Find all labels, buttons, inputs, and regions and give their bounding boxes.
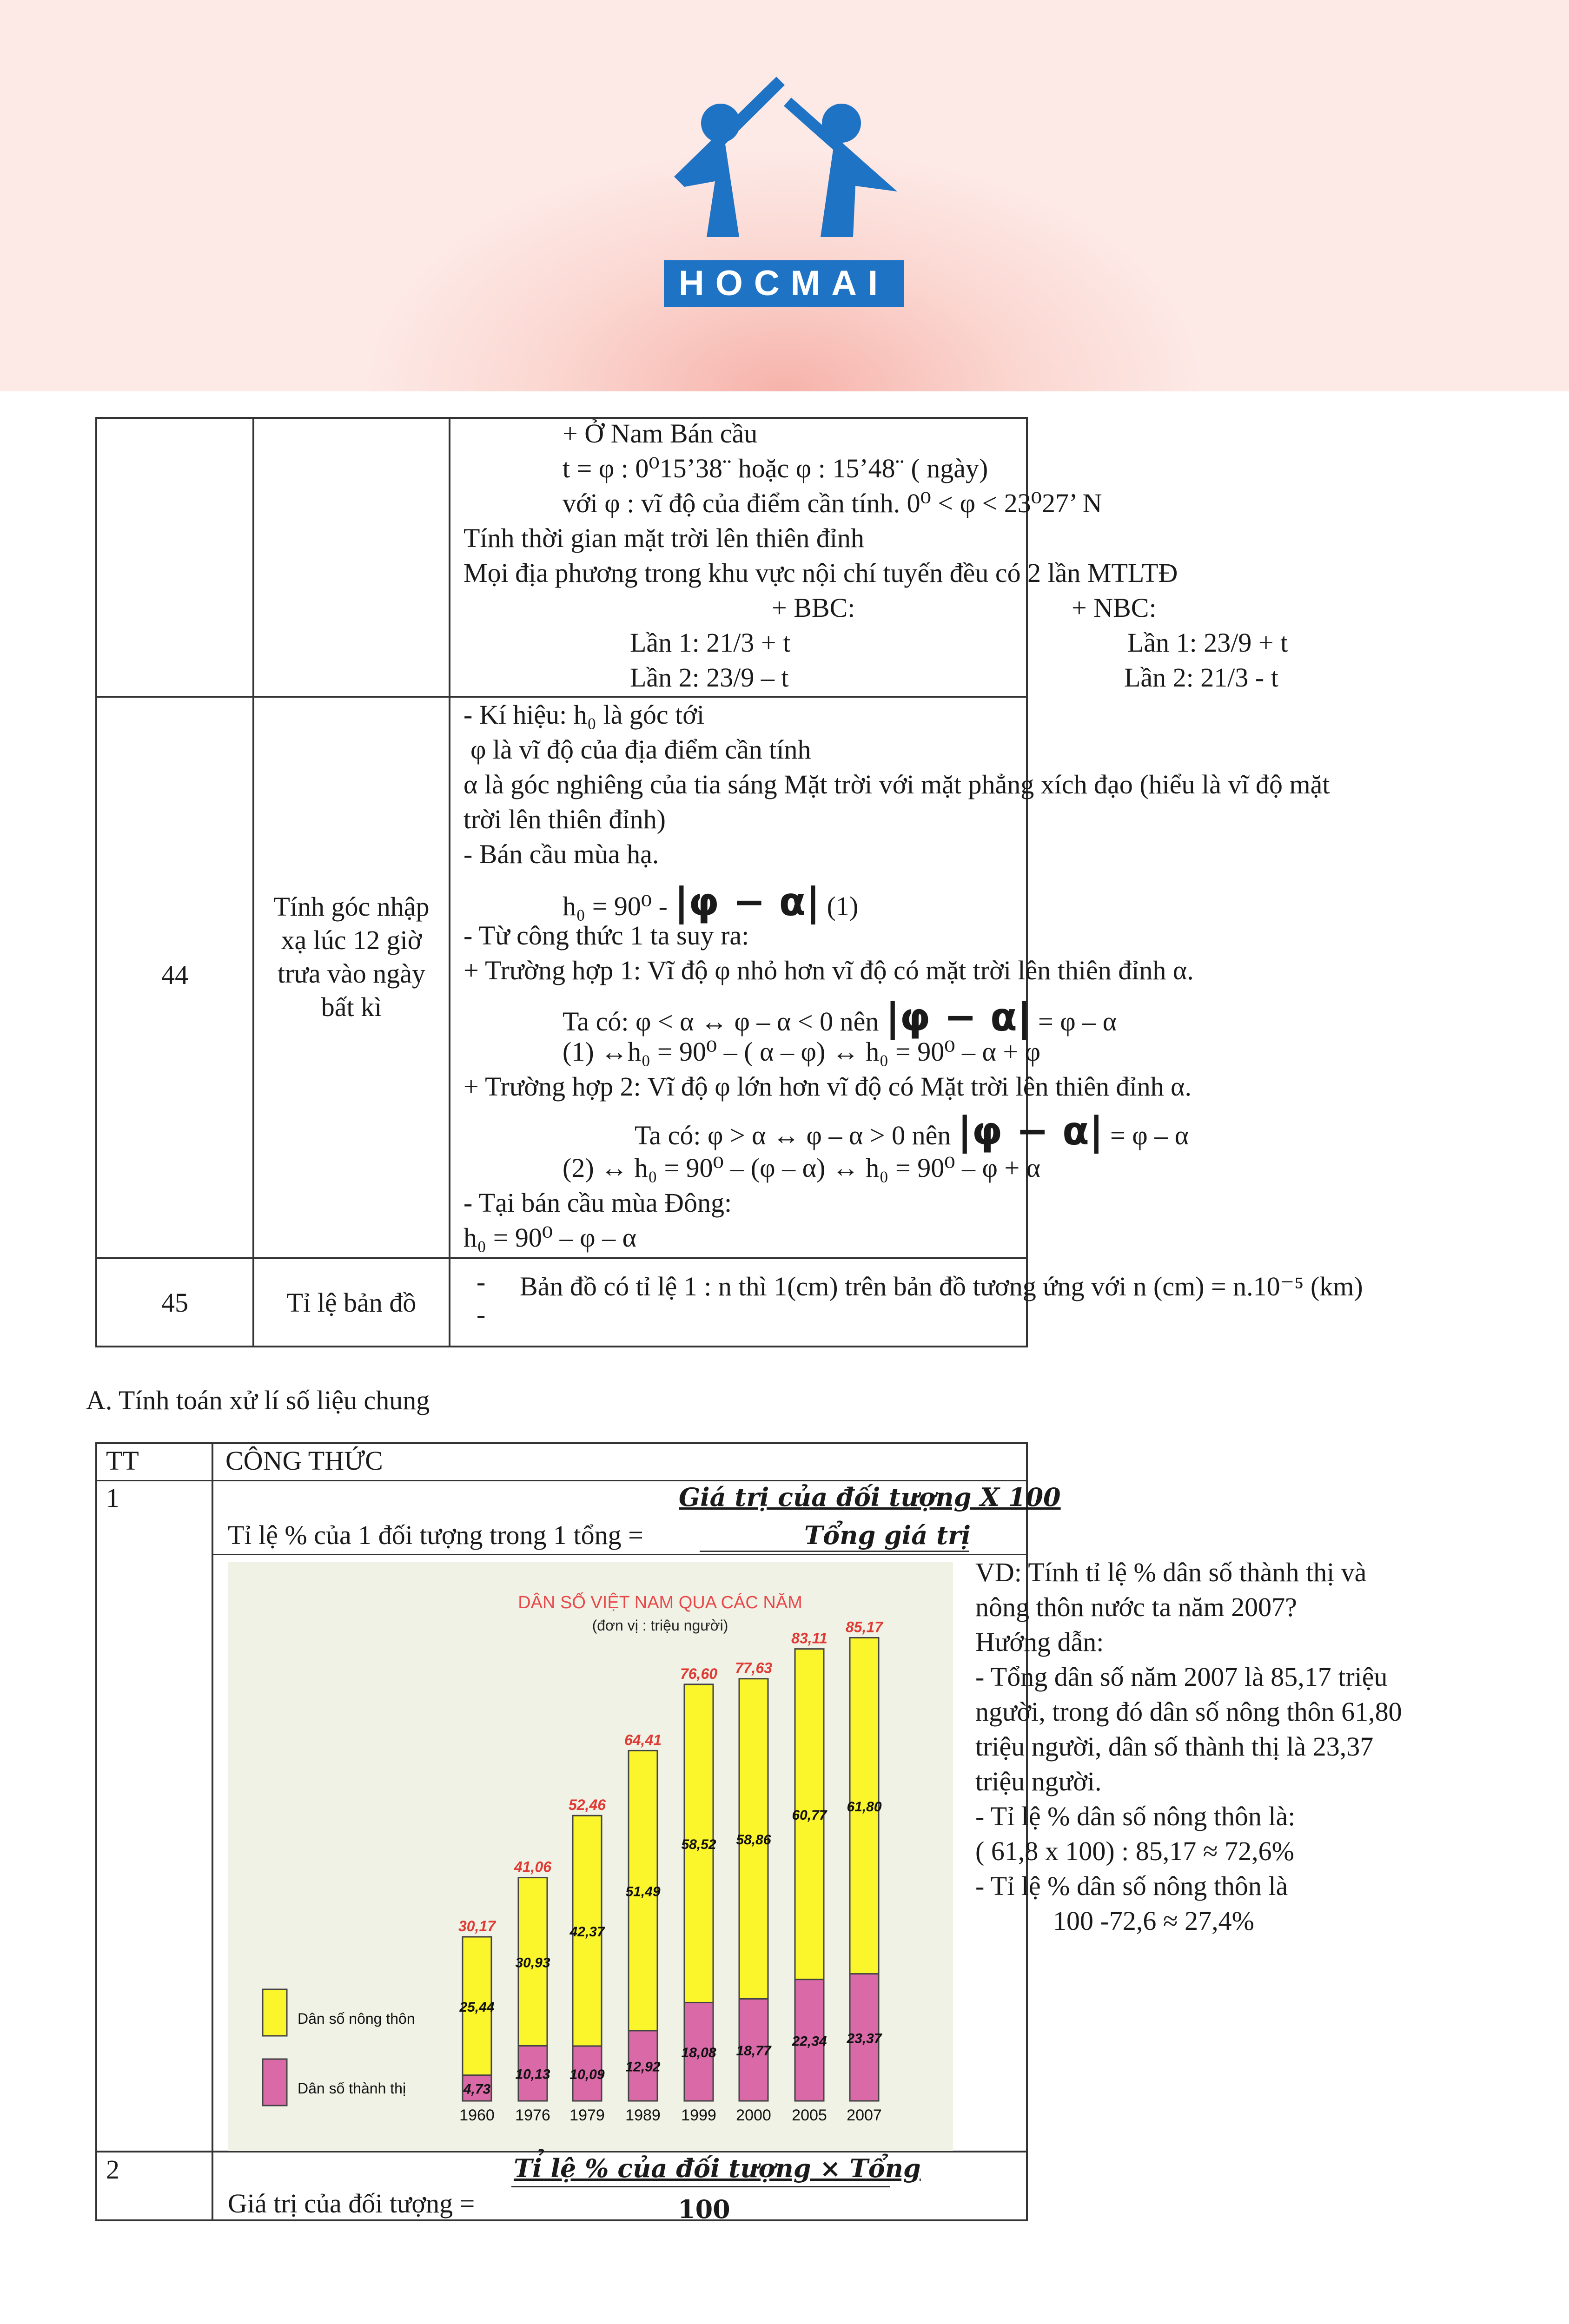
row1-numerator — [679, 1482, 1061, 1512]
row1-fraction-bar — [700, 1551, 969, 1552]
row44-line8: + Trường hợp 1: Vĩ độ φ nhỏ hơn vĩ độ có mặt trời lên thiên đỉnh α. — [463, 955, 1194, 985]
urban-value-label: 10,09 — [569, 2067, 605, 2082]
row1-numerator-text: Giá trị của đối tượng X 100 — [679, 1482, 1061, 1512]
col-header-tt: TT — [106, 1446, 139, 1476]
population-chart-svg — [228, 1562, 953, 2151]
row45-title: Tỉ lệ bản đồ — [286, 1287, 417, 1318]
rural-value-label: 30,93 — [515, 1955, 550, 1971]
row44-formula1-lhs: h₀ = 90⁰ - — [563, 891, 668, 921]
total-label: 64,41 — [624, 1731, 662, 1749]
abs-phi-alpha-2: |φ − α| — [885, 994, 1032, 1040]
legend-rural-swatch — [263, 1989, 287, 2036]
urban-value-label: 23,37 — [847, 2031, 882, 2047]
col-header-formula: CÔNG THỨC — [225, 1446, 383, 1476]
rural-value-label: 58,86 — [736, 1832, 771, 1848]
urban-value-label: 18,08 — [681, 2045, 716, 2061]
row44-line2: φ là vĩ độ của địa điểm cần tính — [470, 734, 811, 765]
row44-number: 44 — [161, 960, 188, 990]
population-chart — [228, 1562, 953, 2151]
row1-label: Tỉ lệ % của 1 đối tượng trong 1 tổng = — [228, 1520, 643, 1550]
rural-value-label: 61,80 — [847, 1799, 882, 1815]
legend-urban-label: Dân số thành thị — [298, 2080, 406, 2097]
row1-number: 1 — [106, 1483, 119, 1513]
row44-line9-text: Ta có: φ < α ↔ φ – α < 0 nên — [563, 1006, 879, 1037]
row43-bbc-lan1: Lần 1: 21/3 + t — [630, 627, 791, 658]
rural-value-label: 25,44 — [459, 1999, 495, 2015]
row2-number: 2 — [106, 2154, 119, 2185]
x-tick-label: 2007 — [847, 2106, 882, 2124]
example-line: 100 -72,6 ≈ 27,4% — [1053, 1906, 1254, 1936]
row44-title: Tính góc nhập xạ lúc 12 giờ trưa vào ngày bất kì — [273, 891, 430, 1022]
x-tick-label: 2000 — [736, 2106, 771, 2124]
row44-line1: - Kí hiệu: h₀ là góc tới — [463, 700, 705, 730]
urban-value-label: 10,13 — [515, 2067, 550, 2082]
section-title: A. Tính toán xử lí số liệu chung — [86, 1385, 430, 1415]
row44-line12-text: Ta có: φ > α ↔ φ – α > 0 nên — [635, 1120, 951, 1150]
row44-line10: (1) ↔h₀ = 90⁰ – ( α – φ) ↔ h₀ = 90⁰ – α + φ — [563, 1037, 1041, 1067]
row44-formula1 — [563, 879, 859, 924]
row44-line11: + Trường hợp 2: Vĩ độ φ lớn hơn vĩ độ có Mặt trời lên thiên đỉnh α. — [463, 1071, 1192, 1102]
row43-line3: với φ : vĩ độ của điểm cần tính. 0⁰ < φ < 23⁰27’ N — [563, 488, 1102, 518]
example-line: VD: Tính tỉ lệ % dân số thành thị và — [975, 1557, 1367, 1587]
row45-dash2: - — [477, 1299, 486, 1329]
rural-value-label: 58,52 — [681, 1837, 716, 1853]
row43-bbc-lan2: Lần 2: 23/9 – t — [630, 662, 789, 693]
row44-line4: trời lên thiên đỉnh) — [463, 804, 666, 834]
x-tick-label: 1989 — [625, 2106, 661, 2124]
example-line: - Tỉ lệ % dân số nông thôn là — [975, 1871, 1288, 1901]
rural-value-label: 51,49 — [625, 1884, 661, 1900]
row43-nbc-lan2: Lần 2: 21/3 - t — [1124, 662, 1278, 693]
example-line: nông thôn nước ta năm 2007? — [975, 1592, 1297, 1622]
total-label: 83,11 — [791, 1630, 828, 1647]
legend-rural-label: Dân số nông thôn — [298, 2010, 415, 2027]
x-tick-label: 2005 — [792, 2106, 827, 2124]
total-label: 85,17 — [845, 1618, 883, 1636]
example-line: ( 61,8 x 100) : 85,17 ≈ 72,6% — [975, 1836, 1294, 1866]
total-label: 30,17 — [458, 1918, 496, 1935]
row44-line7: - Từ công thức 1 ta suy ra: — [463, 920, 749, 951]
row43-line4: Tính thời gian mặt trời lên thiên đỉnh — [463, 523, 864, 553]
row43-bbc: + BBC: — [772, 593, 855, 623]
example-line: Hướng dẫn: — [975, 1627, 1104, 1657]
rural-value-label: 60,77 — [792, 1808, 827, 1823]
row44-line5: - Bán cầu mùa hạ. — [463, 839, 659, 869]
x-tick-label: 1976 — [515, 2106, 550, 2124]
row43-nbc: + NBC: — [1072, 593, 1157, 623]
row45-text: Bản đồ có tỉ lệ 1 : n thì 1(cm) trên bản đồ tương ứng với n (cm) = n.10⁻⁵ (km) — [520, 1271, 1363, 1301]
urban-value-label: 12,92 — [625, 2059, 661, 2075]
example-line: - Tỉ lệ % dân số nông thôn là: — [975, 1801, 1296, 1831]
row43-nbc-lan1: Lần 1: 23/9 + t — [1127, 627, 1288, 658]
row44-line15: h₀ = 90⁰ – φ – α — [463, 1222, 637, 1253]
row44-formula1-tag: (1) — [827, 891, 859, 921]
row2-numerator — [514, 2153, 921, 2184]
example-line: triệu người, dân số thành thị là 23,37 — [975, 1731, 1374, 1762]
rural-value-label: 42,37 — [569, 1924, 605, 1940]
row2-label: Giá trị của đối tượng = — [228, 2188, 475, 2218]
row44-line3: α là góc nghiêng của tia sáng Mặt trời với mặt phẳng xích đạo (hiểu là vĩ độ mặt — [463, 769, 1330, 799]
example-line: - Tổng dân số năm 2007 là 85,17 triệu — [975, 1662, 1388, 1692]
urban-value-label: 4,73 — [463, 2081, 491, 2097]
abs-phi-alpha-3: |φ − α| — [957, 1108, 1104, 1154]
chart-subtitle: (đơn vị : triệu người) — [592, 1617, 728, 1634]
abs-phi-alpha: |φ − α| — [674, 879, 821, 924]
row44-line13: (2) ↔ h₀ = 90⁰ – (φ – α) ↔ h₀ = 90⁰ – φ + α — [563, 1153, 1041, 1183]
row43-line5: Mọi địa phương trong khu vực nội chí tuyến đều có 2 lần MTLTĐ — [463, 558, 1178, 588]
total-label: 41,06 — [514, 1858, 552, 1875]
row1-denominator: Tổng giá trị — [804, 1520, 971, 1550]
row44-line14: - Tại bán cầu mùa Đông: — [463, 1188, 732, 1218]
row44-line9-rhs: = φ – α — [1038, 1006, 1117, 1037]
example-line: người, trong đó dân số nông thôn 61,80 — [975, 1697, 1402, 1727]
total-label: 52,46 — [568, 1796, 606, 1814]
row44-line12 — [635, 1108, 1189, 1154]
row43-line1: + Ở Nam Bán cầu — [563, 418, 758, 449]
urban-value-label: 22,34 — [792, 2034, 827, 2049]
total-label: 76,60 — [680, 1665, 718, 1682]
row2-denominator: 100 — [678, 2194, 730, 2224]
total-label: 77,63 — [735, 1659, 773, 1677]
row43-line2: t = φ : 0⁰15’38¨ hoặc φ : 15’48¨ ( ngày) — [563, 453, 988, 483]
chart-title: DÂN SỐ VIỆT NAM QUA CÁC NĂM — [518, 1593, 802, 1612]
x-tick-label: 1979 — [569, 2106, 605, 2124]
x-tick-label: 1960 — [459, 2106, 495, 2124]
row44-line12-rhs: = φ – α — [1110, 1120, 1189, 1150]
row45-dash1: - — [477, 1267, 486, 1297]
urban-value-label: 18,77 — [736, 2043, 771, 2059]
legend-urban-swatch — [263, 2059, 287, 2106]
example-line: triệu người. — [975, 1766, 1102, 1796]
x-tick-label: 1999 — [681, 2106, 716, 2124]
row45-number: 45 — [161, 1287, 188, 1318]
row2-fraction-bar — [511, 2186, 890, 2187]
row2-numerator-text: Tỉ lệ % của đối tượng × Tổng — [514, 2153, 921, 2183]
brand-wordmark: HOCMAI — [664, 260, 904, 307]
row44-line9 — [563, 994, 1117, 1040]
